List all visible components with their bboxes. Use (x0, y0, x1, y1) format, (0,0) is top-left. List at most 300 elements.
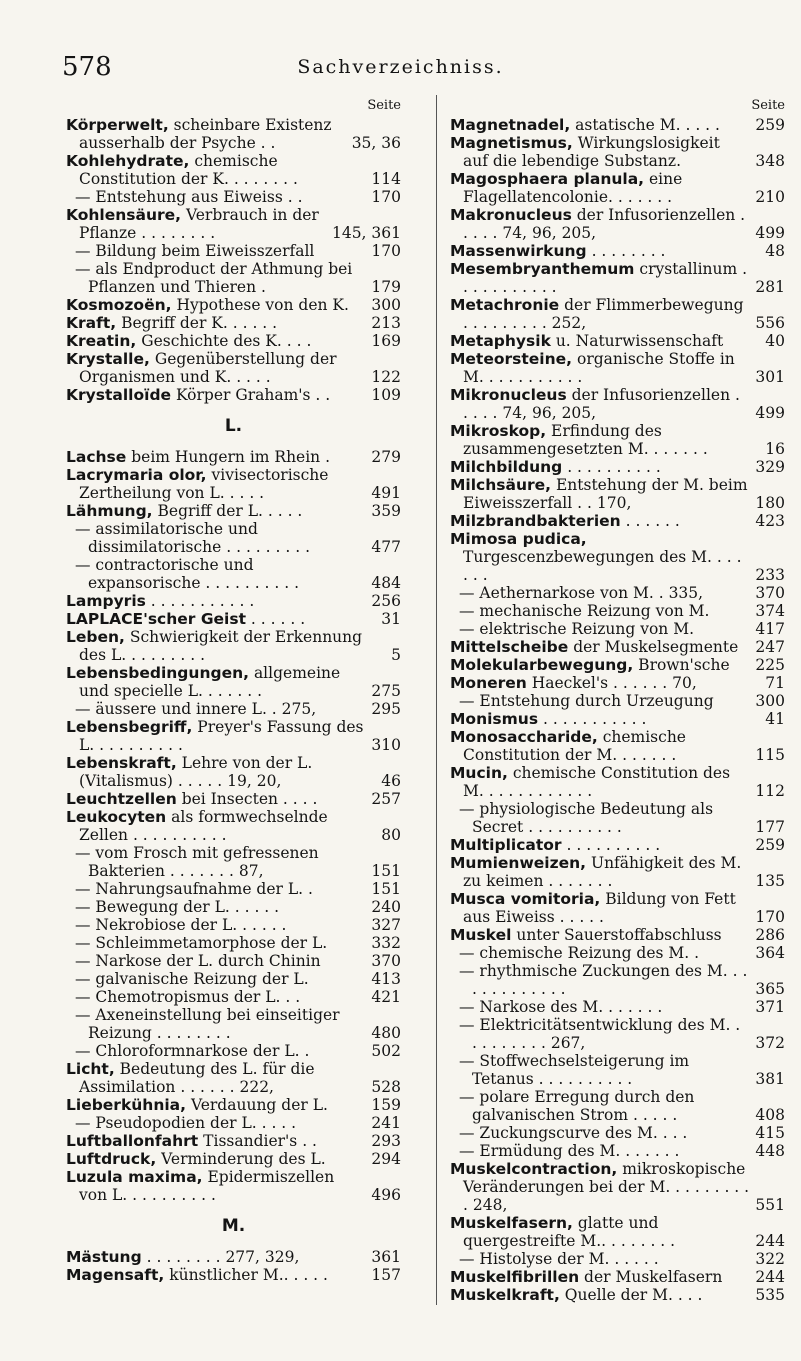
index-entry (66, 934, 401, 952)
entry-pages: 180 (755, 494, 785, 512)
index-entry (66, 116, 401, 152)
index-entry (450, 512, 785, 530)
entry-pages: 244 (755, 1232, 785, 1250)
entry-text: beim Hungern im Rhein . (126, 448, 331, 466)
entry-text: . . . . . . . . . . (561, 836, 661, 854)
entry-pages: 244 (755, 1268, 785, 1286)
index-column-left (66, 98, 401, 1284)
entry-pages: 477 (371, 538, 401, 556)
entry-text: — Stoffwechselsteigerung im Tetanus . . . . . . . . . . (459, 1052, 690, 1088)
index-entry (450, 656, 785, 674)
index-entry (450, 1268, 785, 1286)
entry-pages: 294 (371, 1150, 401, 1168)
entry-text: — als Endproduct der Athmung bei Pflanzen und Thieren . (75, 260, 353, 296)
index-entry (66, 1042, 401, 1060)
entry-pages: 151 (371, 880, 401, 898)
index-entry (450, 116, 785, 134)
entry-headword: Magnetismus, (450, 134, 573, 152)
entry-pages: 5 (391, 646, 401, 664)
entry-headword: Muskelkraft, (450, 1286, 560, 1304)
entry-headword: Magnetnadel, (450, 116, 571, 134)
index-entry (450, 800, 785, 836)
entry-text: Geschichte des K. . . . (136, 332, 312, 350)
entry-pages: 370 (371, 952, 401, 970)
entry-pages: 170 (755, 908, 785, 926)
index-entry (450, 890, 785, 926)
index-entry (66, 790, 401, 808)
seite-label-right: Seite (751, 98, 785, 113)
entry-text: — Entstehung durch Urzeugung (459, 692, 714, 710)
entry-text: Tissandier's . . (198, 1132, 317, 1150)
entry-pages: 157 (371, 1266, 401, 1284)
entry-text: — Axeneinstellung bei einseitiger Reizung . . . . . . . . (75, 1006, 340, 1042)
entry-text: Brown'sche (633, 656, 730, 674)
entry-text: Epidermiszellen von L. . . . . . . . . . (79, 1168, 335, 1204)
entry-pages: 301 (755, 368, 785, 386)
index-entry (450, 530, 785, 584)
index-entry (66, 844, 401, 880)
entry-pages: 421 (371, 988, 401, 1006)
index-entry (450, 602, 785, 620)
seite-label-left: Seite (367, 98, 401, 113)
entry-pages: 499 (755, 404, 785, 422)
entry-pages: 535 (755, 1286, 785, 1304)
entry-text: Preyer's Fassung des L. . . . . . . . . . (79, 718, 364, 754)
entry-text: Schwierigkeit der Erkennung des L. . . . . . . . . (79, 628, 363, 664)
entry-text: — Chemotropismus der L. . . (75, 988, 301, 1006)
entry-pages: 361 (371, 1248, 401, 1266)
index-entry (66, 260, 401, 296)
entry-text: Turgescenzbewegungen des M. . . . . . . (463, 548, 742, 584)
entry-pages: 35, 36 (351, 134, 401, 152)
entry-text: — Zuckungscurve des M. . . . (459, 1124, 688, 1142)
index-entry (450, 998, 785, 1016)
entry-headword: Kosmozoën, (66, 296, 172, 314)
index-entry (66, 1248, 401, 1266)
entry-pages: 293 (371, 1132, 401, 1150)
entry-headword: Lampyris (66, 592, 146, 610)
entry-headword: Mittelscheibe (450, 638, 569, 656)
entry-pages: 279 (371, 448, 401, 466)
entry-text: — Nekrobiose der L. . . . . . (75, 916, 287, 934)
entry-pages: 281 (755, 278, 785, 296)
entry-text: Lehre von der L. (Vitalismus) . . . . . 19, 20, (79, 754, 313, 790)
entry-text: — Narkose des M. . . . . . . (459, 998, 663, 1016)
entry-pages: 310 (371, 736, 401, 754)
entry-headword: Körperwelt, (66, 116, 169, 134)
index-entry (66, 664, 401, 700)
index-entry (66, 700, 401, 718)
entry-text: mikroskopische Veränderungen bei der M. . . . . . . . . . 248, (463, 1160, 750, 1214)
entry-text: — Chloroformnarkose der L. . (75, 1042, 310, 1060)
index-entry (66, 556, 401, 592)
entry-headword: Lebensbegriff, (66, 718, 193, 736)
entry-text: Wirkungslosigkeit auf die lebendige Substanz. (463, 134, 720, 170)
entry-text: der Muskelfasern (579, 1268, 723, 1286)
index-entry (450, 638, 785, 656)
entry-text: Begriff der K. . . . . . (116, 314, 278, 332)
index-entry (66, 988, 401, 1006)
entry-text: der Infusorienzellen . . . . . 74, 96, 205, (463, 206, 746, 242)
index-entry (450, 1286, 785, 1304)
entry-pages: 364 (755, 944, 785, 962)
entry-text: scheinbare Existenz ausserhalb der Psyche . . (79, 116, 332, 152)
entry-headword: Licht, (66, 1060, 115, 1078)
entry-headword: Krystalle, (66, 350, 150, 368)
entry-pages: 247 (755, 638, 785, 656)
index-entry (66, 332, 401, 350)
entry-headword: Kohlehydrate, (66, 152, 190, 170)
entry-pages: 408 (755, 1106, 785, 1124)
index-entry (66, 610, 401, 628)
index-entry (66, 1266, 401, 1284)
entry-text: . . . . . . (246, 610, 306, 628)
index-entry (450, 1016, 785, 1052)
entry-pages: 112 (755, 782, 785, 800)
entry-text: crystallinum . . . . . . . . . . . (463, 260, 748, 296)
index-entry (66, 1060, 401, 1096)
entry-pages: 417 (755, 620, 785, 638)
entry-pages: 491 (371, 484, 401, 502)
index-entry (450, 836, 785, 854)
index-entry (66, 808, 401, 844)
entry-pages: 179 (371, 278, 401, 296)
entry-pages: 240 (371, 898, 401, 916)
entry-headword: Milchsäure, (450, 476, 552, 494)
index-entry (66, 386, 401, 404)
entry-headword: Mimosa pudica, (450, 530, 587, 548)
index-column-right (450, 98, 785, 1304)
entry-headword: Leukocyten (66, 808, 167, 826)
entry-pages: 329 (755, 458, 785, 476)
entry-headword: Musca vomitoria, (450, 890, 601, 908)
entry-pages: 46 (381, 772, 401, 790)
index-entry (450, 620, 785, 638)
entry-text: Bedeutung des L. für die Assimilation . . . . . . 222, (79, 1060, 315, 1096)
entry-text: vivisectorische Zertheilung von L. . . . . (79, 466, 329, 502)
entry-text: Entstehung der M. beim Eiweisszerfall . . 170, (463, 476, 748, 512)
entry-pages: 41 (765, 710, 785, 728)
index-entry (66, 1150, 401, 1168)
entry-text: — mechanische Reizung von M. (459, 602, 710, 620)
index-entry (450, 710, 785, 728)
index-entry (66, 502, 401, 520)
entry-headword: Mikronucleus (450, 386, 567, 404)
entry-pages: 413 (371, 970, 401, 988)
index-entry (66, 1168, 401, 1204)
entry-headword: Kreatin, (66, 332, 137, 350)
entry-headword: Magosphaera planula, (450, 170, 645, 188)
entry-pages: 359 (371, 502, 401, 520)
entry-pages: 71 (765, 674, 785, 692)
index-entry (66, 152, 401, 188)
entry-pages: 480 (371, 1024, 401, 1042)
index-entry (450, 1142, 785, 1160)
entry-pages: 159 (371, 1096, 401, 1114)
entry-pages: 300 (371, 296, 401, 314)
entry-pages: 322 (755, 1250, 785, 1268)
entry-text: — vom Frosch mit gefressenen Bakterien . . . . . . . 87, (75, 844, 319, 880)
entry-text: künstlicher M.. . . . . (164, 1266, 328, 1284)
entry-headword: Kraft, (66, 314, 117, 332)
index-entry (66, 1096, 401, 1114)
entry-headword: Metachronie (450, 296, 560, 314)
index-entry (66, 880, 401, 898)
entry-headword: Leuchtzellen (66, 790, 177, 808)
entry-text: Verdauung der L. (186, 1096, 328, 1114)
entry-pages: 371 (755, 998, 785, 1016)
entry-text: — elektrische Reizung von M. (459, 620, 695, 638)
entry-text: Erfindung des zusammengesetzten M. . . . . . . (463, 422, 708, 458)
entry-text: als formwechselnde Zellen . . . . . . . . . . (79, 808, 328, 844)
entry-text: Gegenüberstellung der Organismen und K. . . . . (79, 350, 337, 386)
index-entry (66, 448, 401, 466)
entry-headword: Moneren (450, 674, 527, 692)
index-entry (450, 332, 785, 350)
entry-text: — Narkose der L. durch Chinin (75, 952, 321, 970)
entry-pages: 448 (755, 1142, 785, 1160)
index-entry (450, 1160, 785, 1214)
index-entry (66, 970, 401, 988)
entry-pages: 365 (755, 980, 785, 998)
index-entry (450, 386, 785, 422)
index-entry (66, 1114, 401, 1132)
entry-text: — Bildung beim Eiweisszerfall (75, 242, 315, 260)
index-entry (450, 134, 785, 170)
entry-headword: LAPLACE'scher Geist (66, 610, 246, 628)
entry-pages: 502 (371, 1042, 401, 1060)
entry-pages: 499 (755, 224, 785, 242)
entry-pages: 48 (765, 242, 785, 260)
entry-headword: Mucin, (450, 764, 508, 782)
entry-headword: Metaphysik (450, 332, 551, 350)
entry-pages: 114 (371, 170, 401, 188)
index-entry (66, 754, 401, 790)
index-entry (66, 466, 401, 502)
entry-text: — Nahrungsaufnahme der L. . (75, 880, 313, 898)
entry-headword: Mumienweizen, (450, 854, 587, 872)
entry-pages: 225 (755, 656, 785, 674)
entry-text: . . . . . . . . (586, 242, 666, 260)
entry-text: Begriff der L. . . . . (152, 502, 303, 520)
entry-headword: Massenwirkung (450, 242, 587, 260)
entry-headword: Milzbrandbakterien (450, 512, 621, 530)
entry-headword: Kohlensäure, (66, 206, 182, 224)
index-entry (450, 458, 785, 476)
entry-headword: Makronucleus (450, 206, 572, 224)
index-entry (450, 350, 785, 386)
index-entry (450, 476, 785, 512)
entry-pages: 151 (371, 862, 401, 880)
entry-pages: 213 (371, 314, 401, 332)
entry-text: chemische Constitution der K. . . . . . . . (79, 152, 298, 188)
entry-text: — Histolyse der M. . . . . . (459, 1250, 659, 1268)
index-entry (450, 206, 785, 242)
index-entry (66, 520, 401, 556)
entry-pages: 286 (755, 926, 785, 944)
index-entry (450, 260, 785, 296)
entry-text: — Bewegung der L. . . . . . (75, 898, 280, 916)
entry-headword: Luftdruck, (66, 1150, 157, 1168)
entry-pages: 177 (755, 818, 785, 836)
entry-pages: 374 (755, 602, 785, 620)
entry-pages: 210 (755, 188, 785, 206)
entry-text: — chemische Reizung des M. . (459, 944, 700, 962)
column-divider (436, 95, 437, 1305)
entry-text: Haeckel's . . . . . . 70, (526, 674, 697, 692)
entry-headword: Krystalloïde (66, 386, 172, 404)
entry-pages: 372 (755, 1034, 785, 1052)
entry-headword: Milchbildung (450, 458, 563, 476)
index-entry (450, 170, 785, 206)
entry-text: Bildung von Fett aus Eiweiss . . . . . (463, 890, 736, 926)
entry-pages: 170 (371, 188, 401, 206)
entry-text: — äussere und innere L. . 275, (75, 700, 317, 718)
entry-headword: Muskel (450, 926, 512, 944)
index-entry (450, 728, 785, 764)
index-entry (450, 692, 785, 710)
entry-headword: Lacrymaria olor, (66, 466, 207, 484)
entry-pages: 40 (765, 332, 785, 350)
entry-text: . . . . . . . . . . (562, 458, 661, 476)
entry-headword: Magensaft, (66, 1266, 165, 1284)
entry-text: — assimilatorische und dissimilatorische . . . . . . . . . (75, 520, 311, 556)
entry-pages: 257 (371, 790, 401, 808)
entry-headword: Leben, (66, 628, 125, 646)
entry-text: chemische Constitution des M. . . . . . . . . . . . (463, 764, 731, 800)
entry-pages: 80 (381, 826, 401, 844)
index-entry (66, 350, 401, 386)
entry-headword: Muskelfasern, (450, 1214, 573, 1232)
entry-headword: Mesembryanthemum (450, 260, 635, 278)
index-entry (66, 628, 401, 664)
entry-pages: 233 (755, 566, 785, 584)
entry-pages: 415 (755, 1124, 785, 1142)
entry-text: Verbrauch in der Pflanze . . . . . . . . (79, 206, 319, 242)
entry-pages: 115 (755, 746, 785, 764)
entry-pages: 256 (371, 592, 401, 610)
entry-text: Hypothese von den K. (171, 296, 349, 314)
entry-pages: 332 (371, 934, 401, 952)
entry-pages: 327 (371, 916, 401, 934)
entry-headword: Meteorsteine, (450, 350, 573, 368)
index-entry (450, 1250, 785, 1268)
entry-text: glatte und quergestreifte M.. . . . . . . . (463, 1214, 676, 1250)
entry-pages: 275 (371, 682, 401, 700)
entry-pages: 370 (755, 584, 785, 602)
entry-text: — contractorische und expansorische . . . . . . . . . . (75, 556, 300, 592)
entry-headword: Lebenskraft, (66, 754, 177, 772)
entry-text: eine Flagellatencolonie. . . . . . . (463, 170, 683, 206)
entry-pages: 295 (371, 700, 401, 718)
entry-pages: 528 (371, 1078, 401, 1096)
index-entry (450, 1052, 785, 1088)
entry-text: der Infusorienzellen . . . . . 74, 96, 205, (463, 386, 740, 422)
entry-headword: Monismus (450, 710, 539, 728)
entry-text: — Pseudopodien der L. . . . . (75, 1114, 297, 1132)
entry-text: — Elektricitätsentwicklung des M. . . . . . . . . . 267, (459, 1016, 741, 1052)
entry-text: Körper Graham's . . (171, 386, 331, 404)
section-letter: L. (224, 416, 243, 436)
entry-headword: Multiplicator (450, 836, 562, 854)
entry-headword: Mikroskop, (450, 422, 547, 440)
entry-text: — Ermüdung des M. . . . . . . (459, 1142, 680, 1160)
entry-pages: 423 (755, 512, 785, 530)
entry-text: — Aethernarkose von M. . 335, (459, 584, 704, 602)
entry-headword: Muskelfibrillen (450, 1268, 580, 1286)
entry-pages: 122 (371, 368, 401, 386)
entry-headword: Luftballonfahrt (66, 1132, 199, 1150)
entry-text: Unfähigkeit des M. zu keimen . . . . . . . (463, 854, 742, 890)
index-entry (450, 764, 785, 800)
index-entry (66, 916, 401, 934)
entry-text: Verminderung des L. (156, 1150, 326, 1168)
entry-headword: Lähmung, (66, 502, 153, 520)
entry-pages: 300 (755, 692, 785, 710)
entry-text: . . . . . . . . . . . (145, 592, 255, 610)
index-entry (66, 718, 401, 754)
index-entry (66, 242, 401, 260)
entry-text: astatische M. . . . . (570, 116, 720, 134)
index-entry (450, 674, 785, 692)
index-entry (450, 584, 785, 602)
entry-text: bei Insecten . . . . (176, 790, 318, 808)
entry-pages: 259 (755, 836, 785, 854)
entry-pages: 241 (371, 1114, 401, 1132)
entry-pages: 496 (371, 1186, 401, 1204)
entry-pages: 135 (755, 872, 785, 890)
index-entry (450, 296, 785, 332)
entry-pages: 259 (755, 116, 785, 134)
entry-text: — physiologische Bedeutung als Secret . . . . . . . . . . (459, 800, 714, 836)
entry-headword: Lieberkühnia, (66, 1096, 187, 1114)
index-entry (450, 422, 785, 458)
index-entry (66, 898, 401, 916)
index-entry (66, 592, 401, 610)
index-entry (450, 1214, 785, 1250)
entry-text: — rhythmische Zuckungen des M. . . . . . . . . . . . . (459, 962, 748, 998)
entry-pages: 551 (755, 1196, 785, 1214)
entry-pages: 16 (765, 440, 785, 458)
index-entry (66, 952, 401, 970)
index-entry (450, 962, 785, 998)
entry-headword: Luzula maxima, (66, 1168, 203, 1186)
entry-text: der Muskelsegmente (568, 638, 739, 656)
index-entry (66, 1132, 401, 1150)
entry-text: — Schleimmetamorphose der L. (75, 934, 328, 952)
entry-headword: Lachse (66, 448, 127, 466)
entry-pages: 109 (371, 386, 401, 404)
entry-headword: Molekularbewegung, (450, 656, 634, 674)
index-entry (450, 242, 785, 260)
entry-text: der Flimmerbewegung . . . . . . . . . 252, (463, 296, 744, 332)
entry-text: — galvanische Reizung der L. (75, 970, 309, 988)
running-head: Sachverzeichniss. (297, 56, 504, 78)
entry-text: . . . . . . . . . . . (538, 710, 647, 728)
entry-text: Quelle der M. . . . (559, 1286, 703, 1304)
index-entry (450, 854, 785, 890)
entry-text: u. Naturwissenschaft (550, 332, 724, 350)
entry-text: allgemeine und specielle L. . . . . . . (79, 664, 341, 700)
entry-text: . . . . . . . . 277, 329, (141, 1248, 300, 1266)
entry-headword: Monosaccharide, (450, 728, 598, 746)
entry-headword: Lebensbedingungen, (66, 664, 250, 682)
index-entry (66, 296, 401, 314)
entry-text: . . . . . . (620, 512, 680, 530)
entry-headword: Mästung (66, 1248, 142, 1266)
entry-pages: 348 (755, 152, 785, 170)
page-number: 578 (62, 52, 112, 82)
